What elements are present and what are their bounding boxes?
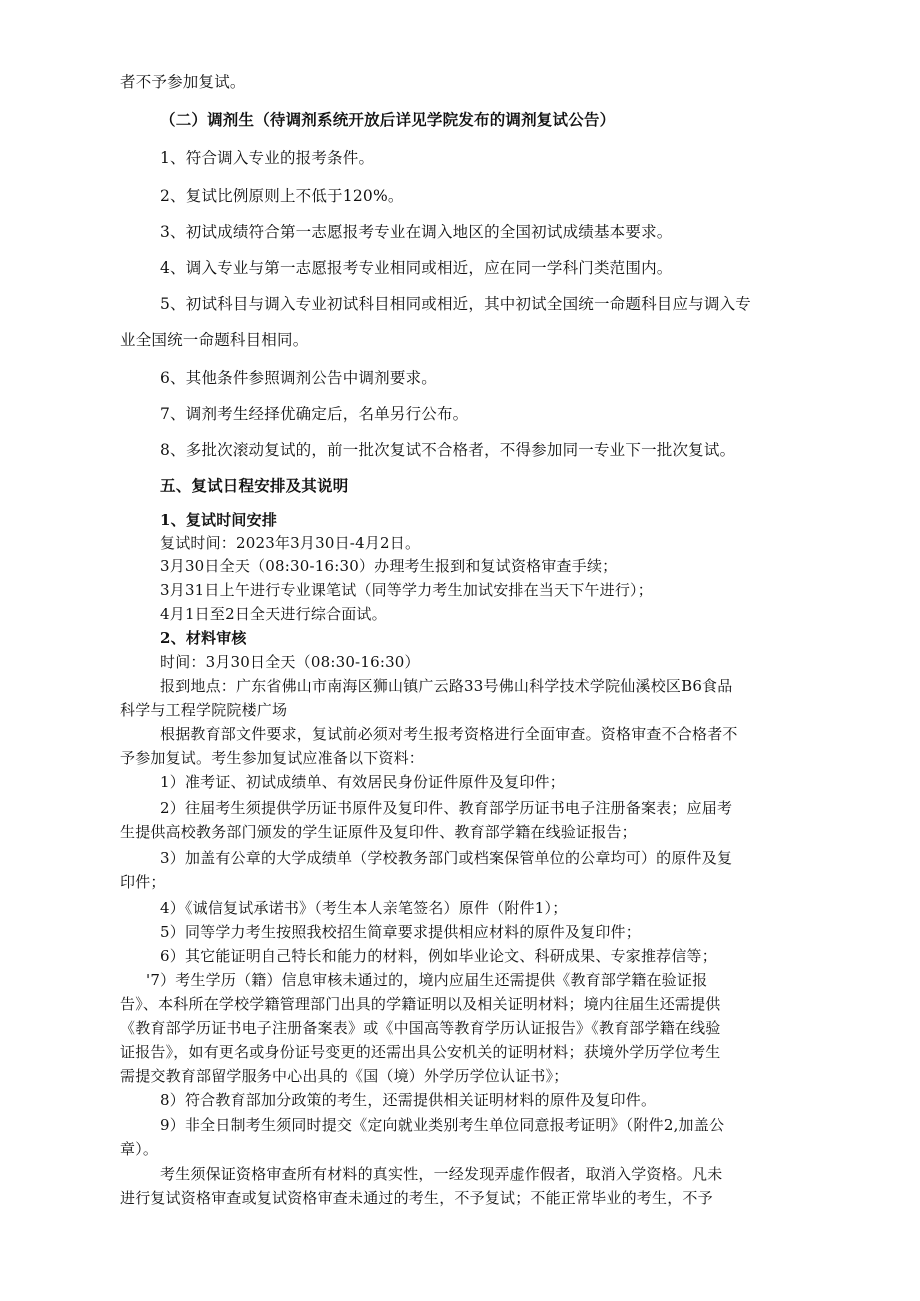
- sub2-line: 告》、本科所在学校学籍管理部门出具的学籍证明以及相关证明材料；境内往届生还需提供: [120, 995, 721, 1013]
- adjust-item: 1、符合调入专业的报考条件。: [160, 149, 375, 167]
- sub2-line: 章）。: [120, 1140, 159, 1158]
- sub2-line: 印件；: [120, 873, 166, 891]
- adjust-item: 4、调入专业与第一志愿报考专业相同或相近，应在同一学科门类范围内。: [160, 259, 673, 277]
- sub2-line: 8）符合教育部加分政策的考生，还需提供相关证明材料的原件及复印件。: [160, 1091, 657, 1109]
- adjust-item: 2、复试比例原则上不低于120%。: [160, 187, 404, 205]
- sub2-line: 时间：3月30日全天（08:30-16:30）: [160, 653, 420, 671]
- adjust-item: 8、多批次滚动复试的，前一批次复试不合格者，不得参加同一专业下一批次复试。: [160, 441, 736, 459]
- sub1-line: 4月1日至2日全天进行综合面试。: [160, 605, 387, 623]
- sub2-line: 4）《诚信复试承诺书》（考生本人亲笔签名）原件（附件1）；: [160, 899, 568, 917]
- sub2-line: 5）同等学力考生按照我校招生简章要求提供相应材料的原件及复印件；: [160, 923, 641, 941]
- sub2-line: 报到地点：广东省佛山市南海区狮山镇广云路33号佛山科学技术学院仙溪校区B6食品: [160, 677, 733, 695]
- sub2-line: 生提供高校教务部门颁发的学生证原件及复印件、教育部学籍在线验证报告；: [120, 823, 637, 841]
- adjust-item: 业全国统一命题科目相同。: [120, 331, 309, 349]
- sub2-line: 《教育部学历证书电子注册备案表》或《中国高等教育学历认证报告》《教育部学籍在线验: [120, 1019, 721, 1037]
- sub2-line: 根据教育部文件要求，复试前必须对考生报考资格进行全面审查。资格审查不合格者不: [160, 725, 738, 743]
- adjust-heading: （二）调剂生（待调剂系统开放后详见学院发布的调剂复试公告）: [160, 110, 616, 129]
- sub2-line: 3）加盖有公章的大学成绩单（学校教务部门或档案保管单位的公章均可）的原件及复: [160, 849, 733, 867]
- sub2-line: 9）非全日制考生须同时提交《定向就业类别考生单位同意报考证明》（附件2,加盖公: [160, 1116, 725, 1134]
- sub1-line: 3月31日上午进行专业课笔试（同等学力考生加试安排在当天下午进行）；: [160, 581, 653, 599]
- sub2-line: '7）考生学历（籍）信息审核未通过的，境内应届生还需提供《教育部学籍在验证报: [146, 971, 708, 989]
- adjust-item: 7、调剂考生经择优确定后，名单另行公布。: [160, 405, 469, 423]
- intro-tail-text: 者不予参加复试。: [120, 73, 246, 91]
- sub2-heading: 2、材料审核: [160, 629, 247, 647]
- sub2-line: 证报告》，如有更名或身份证号变更的还需出具公安机关的证明材料；获境外学历学位考生: [120, 1043, 721, 1061]
- adjust-item: 5、初试科目与调入专业初试科目相同或相近，其中初试全国统一命题科目应与调入专: [160, 295, 751, 313]
- adjust-item: 6、其他条件参照调剂公告中调剂要求。: [160, 369, 437, 387]
- sub2-line: 科学与工程学院院楼广场: [120, 701, 288, 719]
- schedule-heading: 五、复试日程安排及其说明: [160, 476, 349, 495]
- adjust-item: 3、初试成绩符合第一志愿报考专业在调入地区的全国初试成绩基本要求。: [160, 223, 673, 241]
- sub2-line: 需提交教育部留学服务中心出具的《国（境）外学历学位认证书》；: [120, 1067, 569, 1085]
- sub1-line: 复试时间：2023年3月30日-4月2日。: [160, 534, 421, 552]
- sub2-line: 2）往届考生须提供学历证书原件及复印件、教育部学历证书电子注册备案表；应届考: [160, 799, 733, 817]
- sub2-line: 考生须保证资格审查所有材料的真实性，一经发现弄虚作假者，取消入学资格。凡未: [160, 1165, 723, 1183]
- sub2-line: 1）准考证、初试成绩单、有效居民身份证件原件及复印件；: [160, 773, 565, 791]
- sub2-line: 6）其它能证明自己特长和能力的材料，例如毕业论文、科研成果、专家推荐信等；: [160, 947, 717, 965]
- sub2-line: 进行复试资格审查或复试资格审查未通过的考生，不予复试；不能正常毕业的考生，不予: [120, 1189, 713, 1207]
- sub1-line: 3月30日全天（08:30-16:30）办理考生报到和复试资格审查手续；: [160, 557, 618, 575]
- sub2-line: 予参加复试。考生参加复试应准备以下资料：: [120, 749, 425, 767]
- sub1-heading: 1、复试时间安排: [160, 511, 278, 529]
